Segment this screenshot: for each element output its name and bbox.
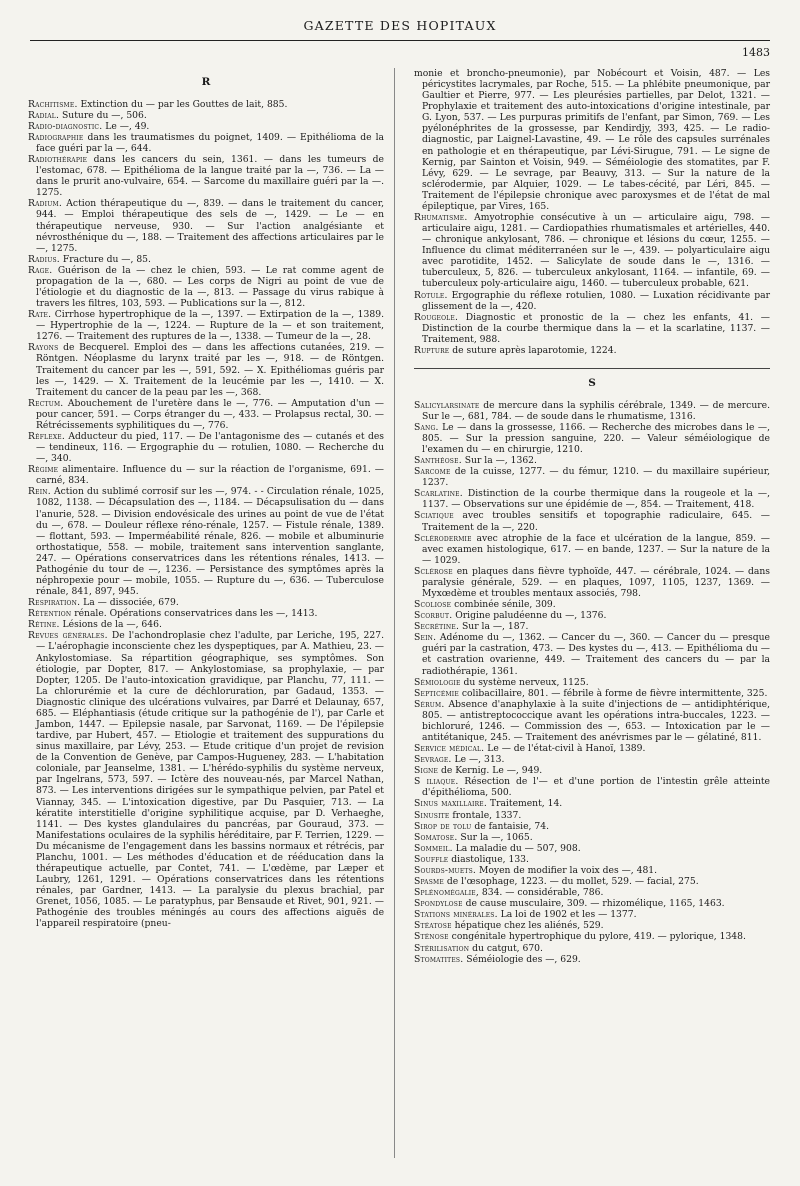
index-entry: [414, 821, 770, 832]
entry-text: Absence d'anaphylaxie à la suite d'injections de — antidiphtérique, 805. — antistreptococcique avant les opérations intra-buccales, 1223. — bichloruré, 1246. — Commission des —, 653. — Intoxication par le — antitétanique, 245. — Traitement des anévrismes par le — gélatiné, 811.: [422, 698, 770, 744]
index-entry: [414, 765, 770, 776]
index-entry: [414, 743, 770, 754]
entry-heading: Radius.: [28, 253, 60, 265]
entry-text: Action du sublimé corrosif sur les —, 974. - - Circulation rénale, 1025, 1082, 1138. — Décapsulation des —, 1184. — Décapsulisation du — dans l'anurie, 528. — Division endovésicale des urines au point de vue de l'état du —, 678. — Douleur réflexe réno-rénale, 1257. — Fistule rénale, 1389. — flottant, 593. — Imperméabilité rénale, 826. — mobile et albuminurie orthostatique, 558. — mobile, traitement sans intervention sanglante, 247. — Opérations conservatrices dans les rétentions rénales, 1413. — Pathogénie du tour de —, 1236. — Persistance des symptômes après la néphropexie pour — mobile, 1055. — Rupture du —, 636. — Tuberculose rénale, 841, 897, 945.: [36, 486, 384, 598]
entry-text: Diagnostic et pronostic de la — chez les enfants, 41. — Distinction de la courbe thermique dans la — et la scarlatine, 1137. — Traitement, 988.: [422, 311, 770, 345]
entry-text: de suture après laparotomie, 1224.: [449, 344, 617, 356]
entry-heading: Rupture: [414, 344, 450, 356]
page-number: 1483: [742, 46, 770, 59]
entry-text: Le —, 49.: [102, 120, 150, 132]
entry-heading: Rayons: [28, 342, 59, 354]
entry-heading: Sang.: [414, 421, 439, 433]
index-entry: [414, 920, 770, 931]
index-entry: [414, 290, 770, 312]
entry-text: de l'œsophage, 1223. — du mollet, 529. — facial, 275.: [443, 876, 699, 888]
index-entry: [414, 754, 770, 765]
entry-heading: Radio-diagnostic.: [28, 120, 103, 132]
entry-heading: Rotule.: [414, 289, 448, 301]
index-entry: [28, 619, 384, 630]
entry-text: Sur la —, 187.: [459, 621, 529, 633]
entry-heading: Sciatique: [414, 510, 454, 522]
entry-heading: Sclérodermie: [414, 532, 472, 544]
index-entry: [414, 312, 770, 345]
entry-text: Adducteur du pied, 117. — De l'antagonisme des — cutanés et des — tendineux, 116. — Ergographie du — rotulien, 1080. — Recherche du —, 340.: [36, 430, 384, 465]
index-entry: [414, 898, 770, 909]
index-entry: [28, 342, 384, 397]
left-column: [28, 68, 384, 930]
entry-heading: Rectum.: [28, 397, 64, 409]
index-entry: [414, 212, 770, 290]
entry-heading: Sourds-muets.: [414, 864, 477, 876]
index-entry: [414, 533, 770, 566]
entry-text: Traitement, 14.: [487, 798, 563, 810]
index-entry: [414, 909, 770, 920]
entry-text: colibacillaire, 801. — fébrile à forme de fièvre intermittente, 325.: [458, 687, 768, 699]
entry-text: monie et broncho-pneumonie), par Nobécourt et Voisin, 487. — Les péricystites lacrymales, par Roche, 515. — La phlébite pneumonique, par Gaultier et Pierre, 977. — Les pleurésies partielles, par Delot, 1321. — Prophylaxie et traitement des auto-intoxications d'origine intestinale, par G. Lyon, 537. — Les purpuras primitifs de l'enfant, par Simon, 769. — Les pyélonéphrites de la grossesse, par Kendirdjy, 393, 425. — Le radio-diagnostic, par Laignel-Lavastine, 49. — Le rôle des capsules surrénales en pathologie et en thérapeutique, par Lévi-Sirugue, 791. — Le signe de Kernig, par Sainton et Voisin, 949. — Séméiologie des stomatites, par F. Lévy, 629. — Le sevrage, par Beauvy, 313. — Sur la nature de la sclérodermie, par Alquier, 1029. — Le tabes-cécité, par Léri, 845. — Traitement de l'épilepsie chronique avec paroxysmes et de l'état de mal épileptique, par Vires, 165.: [414, 68, 770, 212]
entry-text: Lésions de la —, 646.: [59, 619, 162, 631]
entry-heading: Sérum.: [414, 698, 445, 710]
entry-heading: Stations minérales.: [414, 909, 498, 921]
entry-heading: S iliaque.: [414, 776, 459, 788]
entry-heading: Scoliose: [414, 599, 452, 611]
entry-heading: Service médical.: [414, 743, 485, 755]
index-entry: [28, 309, 384, 342]
index-entry: [28, 486, 384, 597]
entry-heading: Salicylarsinate: [414, 399, 480, 411]
section-letter-r: R: [201, 76, 211, 88]
entry-text: Cirrhose hypertrophique de la —, 1397. — Extirpation de la —, 1389. — Hypertrophie de la —, 1224. — Rupture de la — et son traitement, 1276. — Traitement des ruptures de la —, 1338. — Tumeur de la —, 28.: [36, 309, 384, 343]
entry-text: Distinction de la courbe thermique dans la rougeole et la —, 1137. — Observations sur une épidémie de —, 854. — Traitement, 418.: [422, 488, 770, 511]
index-entry: [28, 265, 384, 309]
index-entry: [28, 198, 384, 253]
index-entry: [414, 776, 770, 798]
entry-heading: Stomatites.: [414, 953, 464, 965]
entry-text: Le —, 313.: [451, 754, 505, 766]
index-entry: [414, 887, 770, 898]
section-separator: [414, 368, 770, 369]
entry-heading: Sirop de tolu: [414, 820, 472, 832]
index-entry: [414, 699, 770, 743]
entry-heading: Septicémie: [414, 687, 459, 699]
index-entry: [28, 121, 384, 132]
entry-text: de mercure dans la syphilis cérébrale, 1349. — de mercure. Sur le —, 681, 784. — de soude dans le rhumatisme, 1316.: [422, 399, 770, 422]
entry-text: en plaques dans fièvre typhoïde, 447. — cérébrale, 1024. — dans paralysie générale, 529. — en plaques, 1097, 1105, 1237, 1369. — Myxœdème et troubles mentaux associés, 798.: [422, 565, 770, 599]
section-letter-s: S: [588, 377, 596, 390]
index-entry: [414, 876, 770, 887]
index-entry: [28, 110, 384, 121]
index-entry: [414, 599, 770, 610]
entry-heading: Réflexe.: [28, 430, 65, 442]
entry-heading: Secrétine.: [414, 621, 460, 633]
index-entry: [414, 68, 770, 212]
entry-heading: Scorbut.: [414, 610, 453, 622]
entry-text: de fantaisie, 74.: [471, 820, 550, 832]
entry-heading: Spasme: [414, 876, 444, 888]
index-entry: [28, 154, 384, 198]
entry-text: Le — dans la grossesse, 1166. — Recherche des microbes dans le —, 805. — Sur la pression sanguine, 220. — Valeur séméiologique de l'examen du — en chirurgie, 1210.: [422, 421, 770, 455]
entry-heading: Sinus maxillaire.: [414, 798, 488, 810]
entry-text: de cause musculaire, 309. — rhizomélique, 1165, 1463.: [462, 898, 725, 910]
index-entry: [28, 254, 384, 265]
entry-text: Moyen de modifier la voix des —, 481.: [476, 864, 658, 876]
entry-text: Séméiologie des —, 629.: [463, 953, 581, 965]
entry-text: La maladie du — 507, 908.: [452, 842, 581, 854]
entry-heading: Radium.: [28, 198, 62, 210]
entry-text: rénale. Opérations conservatrices dans les —, 1413.: [71, 608, 318, 620]
entry-heading: Séміologie: [414, 676, 461, 688]
entry-heading: Respiration.: [28, 597, 81, 609]
entry-heading: Somatose.: [414, 831, 458, 843]
index-entry: [414, 510, 770, 532]
entry-text: Fracture du —, 85.: [59, 253, 151, 265]
index-entry: [28, 132, 384, 154]
entry-text: alimentaire. Influence du — sur la réaction de l'organisme, 691. — carné, 834.: [36, 464, 384, 487]
entry-text: frontale, 1337.: [449, 809, 522, 821]
entry-text: Suture du —, 506.: [59, 109, 147, 121]
entry-heading: Sarcome: [414, 466, 451, 478]
entry-heading: Stérilisation: [414, 942, 470, 954]
entry-heading: Rougeole.: [414, 311, 459, 323]
entry-heading: Splénomégalie,: [414, 887, 479, 899]
column-divider: [394, 68, 395, 1158]
entry-text: dans les cancers du sein, 1361. — dans les tumeurs de l'estomac, 678. — Epithélioma de la langue traité par la —, 736. — La — dans le prurit ano-vulvaire, 654. — Sarcome du maxillaire guéri par la —. 1275.: [36, 154, 384, 199]
index-entry: [414, 865, 770, 876]
index-entry: [414, 632, 770, 676]
index-entry: [414, 610, 770, 621]
entry-text: Ergographie du réflexe rotulien, 1080. — Luxation récidivante par glissement de la —, 420.: [422, 289, 770, 312]
index-entry: [414, 810, 770, 821]
entry-heading: Rétine.: [28, 619, 60, 631]
index-entry: [414, 798, 770, 809]
entry-text: Sur la —, 1362.: [461, 455, 537, 467]
entry-text: de Kernig. Le —, 949.: [438, 765, 543, 777]
index-entry: [28, 398, 384, 431]
entry-text: de la cuisse, 1277. — du fémur, 1210. — du maxillaire supérieur, 1237.: [422, 466, 770, 489]
entry-text: du catgut, 670.: [469, 942, 543, 954]
entry-text: Sur la —, 1065.: [457, 831, 533, 843]
entry-heading: Sinusite: [414, 809, 450, 821]
entry-text: La loi de 1902 et les — 1377.: [497, 909, 637, 921]
entry-text: congénitale hypertrophique du pylore, 419. — pylorique, 1348.: [448, 931, 746, 943]
entry-text: Action thérapeutique du —, 839. — dans le traitement du cancer, 944. — Emploi thérapeutique des sels de —, 1429. — Le — en thérapeutique nerveuse, 930. — Sur l'action analgésiante et névrosthénique du —, 188. — Traitement des affections articulaires par le —, 1275.: [36, 198, 384, 254]
entry-heading: Régime: [28, 464, 59, 476]
entry-heading: Rétention: [28, 608, 72, 620]
entry-text: Abouchement de l'uretère dans le —, 776. — Amputation d'un — pour cancer, 591. — Corps étranger du —, 433. — Prolapsus rectal, 30. — Rétrécissements syphilitiques du —, 776.: [36, 397, 384, 431]
entry-heading: Sténose: [414, 931, 449, 943]
entry-heading: Rhumatisme.: [414, 212, 468, 224]
entry-text: Guérison de la — chez le chien, 593. — Le rat comme agent de propagation de la —, 680. — Les corps de Nigri au point de vue de l'étiologie et du diagnostic de la —, 813. — Passage du virus rabique à travers les filtres, 103, 593. — Publications sur la —, 812.: [36, 264, 384, 310]
right-column: [414, 68, 770, 965]
entry-text: combinée sénile, 309.: [451, 599, 556, 611]
entry-text: Adénome du —, 1362. — Cancer du —, 360. — Cancer du — presque guéri par la castration, 473. — Des kystes du —, 413. — Epithélioma du — et castration ovarienne, 449. — Traitement des cancers du — par la radiothérapie, 1361.: [422, 632, 770, 677]
left-entry-list: [28, 99, 384, 930]
entry-heading: Sclérose: [414, 565, 453, 577]
entry-heading: Rein.: [28, 486, 51, 498]
entry-text: dans les traumatismes du poignet, 1409. — Epithélioma de la face guéri par la —, 644.: [36, 131, 384, 154]
index-entry: [414, 688, 770, 699]
entry-text: De l'achondroplasie chez l'adulte, par Leriche, 195, 227. — L'aérophagie inconsciente chez les dyspeptiques, par A. Mathieu, 23. — Ankylostomiase. Sa répartition géographique, ses symptômes. Son étiologie, par Dopter, 817. — Ankylostomiase, sa prophylaxie, — par Dopter, 1205. De l'auto-intoxication gravidique, par Planchu, 77, 111. — La chlorurémie et la cure de déchloruration, par Gadaud, 1353. — Diagnostic clinique des ulcérations vulvaires, par Darré et Delaunay, 657, 685. — Eléphantiasis (étude critique sur la pathogénie de l'), par Carle et Jambon, 1447. — Epilepsie nasale, par Sarvonat, 1169. — De l'épilepsie tardive, par Hubert, 457. — Etiologie et traitement des suppurations du sinus maxillaire, par Lévy, 253. — Etude critique d'un projet de revision de la Convention de Genève, par Campos-Hugueney, 283. — L'habitation coloniale, par Jeanselme, 1381. — L'hérédo-syphilis du système nerveux, par Ingelrans, 573, 597. — Ictère des nouveau-nés, par Marcel Nathan, 873. — Les interventions dirigées sur le sympathique pelvien, par Patel et Viannay, 345. — L'intoxication digestive, par Du Pasquier, 713. — La kératite interstitielle d'origine syphilitique acquise, par D. Verhaeghe, 1141. — Des kystes glandulaires du pancréas, par Gouraud, 373. — Manifestations oculaires de la syphilis héréditaire, par F. Terrien, 1229. — Du mécanisme de l'engagement dans les bassins normaux et rétrécis, par Planchu, 1001. — Les méthodes d'éducation et de rééducation dans la thérapeutique actuelle, par Contet, 741. — L'œdème, par Læper et Laubry, 1261, 1291. — Opérations conservatrices dans les rétentions rénales, par Gardner, 1413. — La paralysie du plexus brachial, par Grenet, 1056, 1085. — Le paratyphus, par Bensaude et Rivet, 901, 921. — Pathogénie des troubles méningés au cours des affections aiguës de l'appareil respiratoire (pneu-: [36, 630, 384, 930]
index-entry: [414, 345, 770, 356]
index-entry: [414, 843, 770, 854]
right-entry-list-r: [414, 68, 770, 356]
index-entry: [28, 431, 384, 464]
entry-text: Origine paludéenne du —, 1376.: [452, 610, 607, 622]
index-entry: [28, 99, 384, 110]
header-rule: [30, 40, 770, 41]
entry-text: La — dissociée, 679.: [80, 597, 179, 609]
index-entry: [414, 400, 770, 422]
entry-heading: Radiothérapie: [28, 154, 88, 166]
entry-heading: Sommeil.: [414, 842, 453, 854]
entry-heading: Souffle: [414, 853, 449, 865]
entry-heading: Santhéose.: [414, 455, 462, 467]
index-entry: [28, 608, 384, 619]
index-entry: [414, 488, 770, 510]
index-entry: [414, 621, 770, 632]
entry-heading: Rage.: [28, 264, 53, 276]
entry-text: Le — de l'état-civil à Hanoï, 1389.: [484, 743, 646, 755]
index-entry: [28, 597, 384, 608]
entry-heading: Spondylose: [414, 898, 463, 910]
entry-text: avec atrophie de la face et ulcération de la langue, 859. — avec examen histologique, 617. — en bande, 1237. — Sur la nature de la — 1029.: [422, 532, 770, 566]
entry-text: de Becquerel. Emploi des — dans les affections cutanées, 219. — Röntgen. Néoplasme du larynx traité par les —, 918. — de Röntgen. Traitement du cancer par les —, 591, 592. — X. Epithéliomas guéris par les —, 1429. — X. Traitement de la leucémie par les —, 1410. — X. Traitement du cancer de la peau par les —, 368.: [36, 342, 384, 398]
entry-text: Résection de l'— et d'une portion de l'intestin grêle atteinte d'épithélioma, 500.: [422, 776, 770, 799]
index-entry: [414, 931, 770, 942]
entry-text: diastolique, 133.: [448, 853, 529, 865]
entry-heading: Sevrage.: [414, 754, 452, 766]
entry-heading: Revues générales.: [28, 630, 108, 642]
entry-heading: Rachitisme.: [28, 98, 78, 110]
entry-heading: Sein.: [414, 632, 437, 644]
index-entry: [414, 466, 770, 488]
index-entry: [414, 832, 770, 843]
index-entry: [414, 455, 770, 466]
right-entry-list-s: [414, 400, 770, 965]
index-entry: [414, 566, 770, 599]
entry-heading: Signe: [414, 765, 439, 777]
entry-heading: Scarlatine.: [414, 488, 463, 500]
index-entry: [414, 854, 770, 865]
entry-text: avec troubles sensitifs et topographie radiculaire, 645. — Traitement de la —, 220.: [422, 510, 770, 533]
index-entry: [28, 464, 384, 486]
index-entry: [28, 630, 384, 929]
entry-heading: Radiographie: [28, 131, 84, 143]
journal-title: GAZETTE DES HOPITAUX: [303, 18, 497, 33]
entry-text: 834. — considérable, 786.: [478, 887, 604, 899]
entry-heading: Radial.: [28, 109, 60, 121]
entry-text: du système nerveux, 1125.: [460, 676, 589, 688]
index-entry: [414, 677, 770, 688]
entry-text: Amyotrophie consécutive à un — articulaire aigu, 798. — articulaire aigu, 1281. — Cardiopathies rhumatismales et artérielles, 440. — chronique ankylosant, 786. — chronique et lésions du cœur, 1255. — Influence du climat méditerranéen sur le —, 439. — polyarticulaire aigu avec parotidite, 1452. — Salicylate de soude dans le —, 1316. — tuberculeux, 5, 826. — tuberculeux ankylosant, 1164. — infantile, 69. — tuberculeux poly-articulaire aigu, 1460. — tuberculeux probable, 621.: [422, 212, 770, 290]
entry-text: hépatique chez les aliénés, 529.: [451, 920, 604, 932]
entry-text: Extinction du — par les Gouttes de lait, 885.: [77, 98, 288, 110]
entry-heading: Rate.: [28, 309, 52, 321]
entry-heading: Stéatose: [414, 920, 452, 932]
index-entry: [414, 954, 770, 965]
index-entry: [414, 422, 770, 455]
index-entry: [414, 943, 770, 954]
